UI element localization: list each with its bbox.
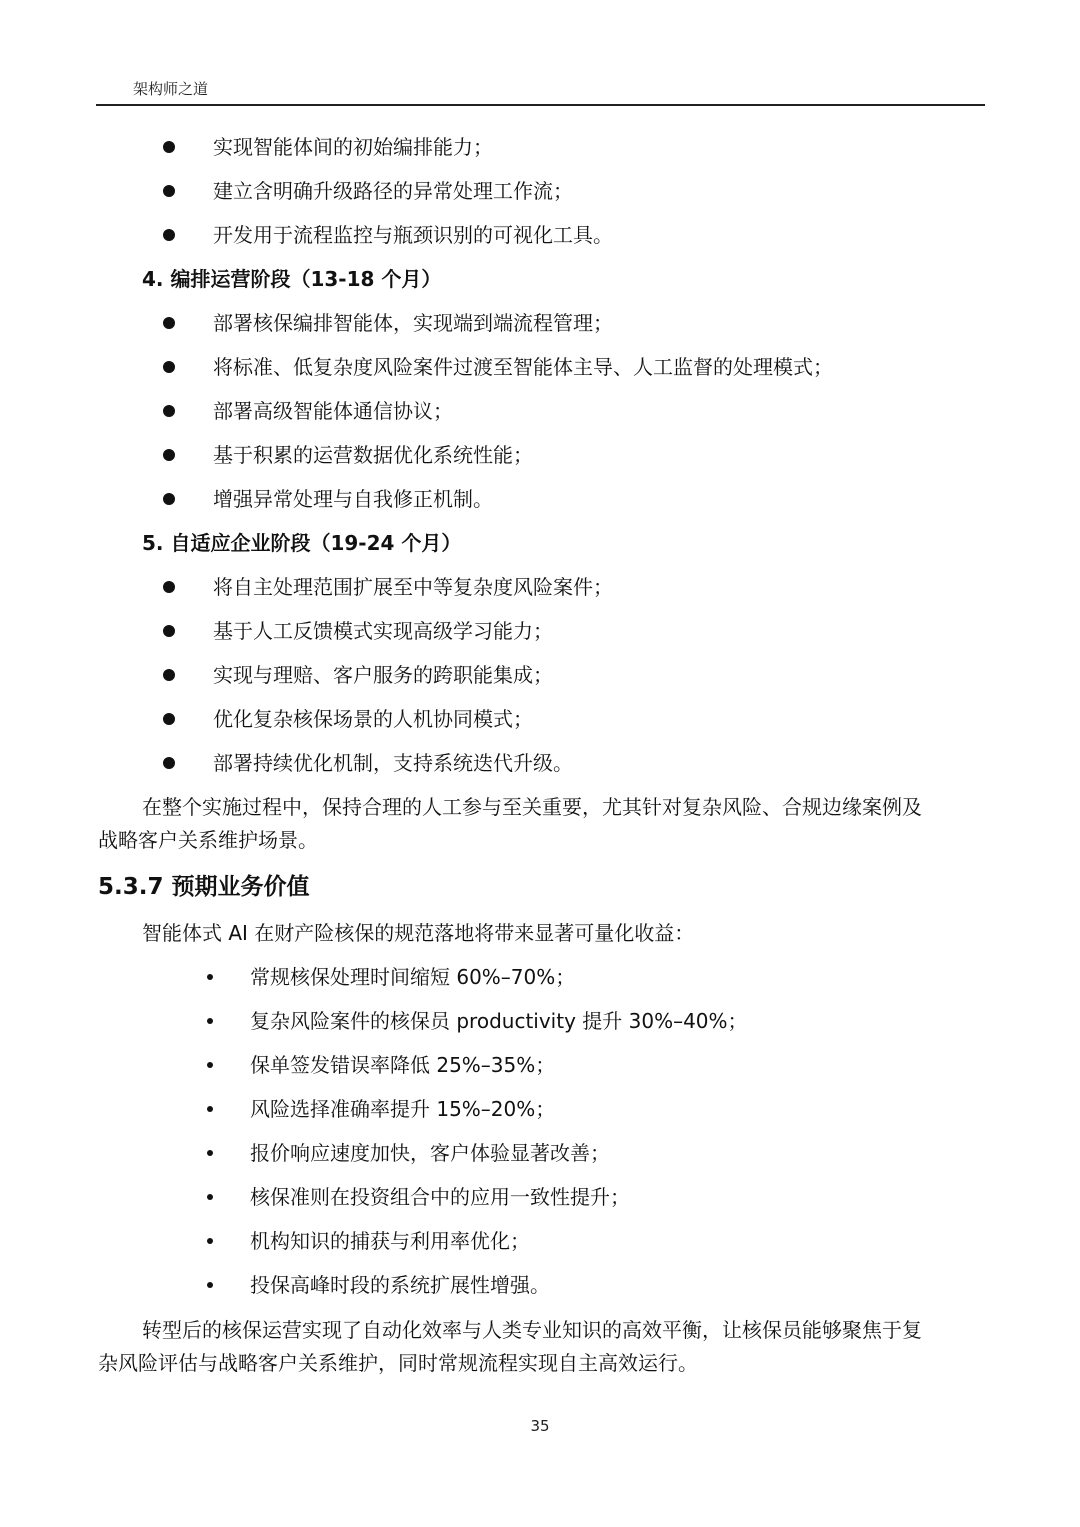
- bullet-icon: [163, 493, 175, 505]
- bullet-icon: [207, 1106, 213, 1112]
- list-item: 将标准、低复杂度风险案件过渡至智能体主导、人工监督的处理模式；: [213, 355, 833, 379]
- list-item: 将自主处理范围扩展至中等复杂度风险案件；: [213, 575, 613, 599]
- list-item: 建立含明确升级路径的异常处理工作流；: [213, 179, 573, 203]
- list-item: 优化复杂核保场景的人机协同模式；: [213, 707, 533, 731]
- bullet-icon: [207, 1282, 213, 1288]
- list-item: 实现与理赔、客户服务的跨职能集成；: [213, 663, 553, 687]
- list-item: 机构知识的捕获与利用率优化；: [250, 1229, 530, 1253]
- bullet-icon: [207, 1238, 213, 1244]
- bullet-icon: [163, 405, 175, 417]
- list-item: 常规核保处理时间缩短 60%–70%；: [250, 965, 576, 989]
- list-item: 基于人工反馈模式实现高级学习能力；: [213, 619, 553, 643]
- summary-line-2: 战略客户关系维护场景。: [98, 828, 318, 852]
- bullet-icon: [207, 1062, 213, 1068]
- bullet-icon: [207, 1150, 213, 1156]
- bullet-icon: [163, 581, 175, 593]
- list-item: 开发用于流程监控与瓶颈识别的可视化工具。: [213, 223, 613, 247]
- conclusion-line-2: 杂风险评估与战略客户关系维护，同时常规流程实现自主高效运行。: [98, 1351, 698, 1375]
- list-item: 风险选择准确率提升 15%–20%；: [250, 1097, 556, 1121]
- list-item: 复杂风险案件的核保员 productivity 提升 30%–40%；: [250, 1009, 748, 1033]
- bullet-icon: [163, 361, 175, 373]
- list-item: 投保高峰时段的系统扩展性增强。: [250, 1273, 550, 1297]
- bullet-icon: [207, 1194, 213, 1200]
- page-header: [96, 78, 985, 106]
- section-intro: 智能体式 AI 在财产险核保的规范落地将带来显著可量化收益：: [142, 921, 695, 945]
- list-item: 保单签发错误率降低 25%–35%；: [250, 1053, 556, 1077]
- list-item: 实现智能体间的初始编排能力；: [213, 135, 493, 159]
- bullet-icon: [163, 317, 175, 329]
- list-item: 增强异常处理与自我修正机制。: [213, 487, 493, 511]
- section-heading: 5.3.7 预期业务价值: [98, 874, 310, 900]
- list-item: 基于积累的运营数据优化系统性能；: [213, 443, 533, 467]
- list-item: 核保准则在投资组合中的应用一致性提升；: [250, 1185, 630, 1209]
- list-item: 部署核保编排智能体，实现端到端流程管理；: [213, 311, 613, 335]
- page-number: 35: [530, 1417, 550, 1435]
- bullet-icon: [163, 449, 175, 461]
- bullet-icon: [207, 1018, 213, 1024]
- summary-line-1: 在整个实施过程中，保持合理的人工参与至关重要，尤其针对复杂风险、合规边缘案例及: [142, 795, 922, 819]
- phase4-heading: 4. 编排运营阶段（13-18 个月）: [142, 267, 442, 291]
- list-item: 部署持续优化机制，支持系统迭代升级。: [213, 751, 573, 775]
- list-item: 部署高级智能体通信协议；: [213, 399, 453, 423]
- bullet-icon: [163, 141, 175, 153]
- bullet-icon: [163, 229, 175, 241]
- bullet-icon: [163, 757, 175, 769]
- bullet-icon: [207, 974, 213, 980]
- bullet-icon: [163, 713, 175, 725]
- conclusion-line-1: 转型后的核保运营实现了自动化效率与人类专业知识的高效平衡，让核保员能够聚焦于复: [142, 1318, 922, 1342]
- bullet-icon: [163, 185, 175, 197]
- list-item: 报价响应速度加快，客户体验显著改善；: [250, 1141, 610, 1165]
- bullet-icon: [163, 669, 175, 681]
- bullet-icon: [163, 625, 175, 637]
- header-title: 架构师之道: [133, 80, 209, 98]
- phase5-heading: 5. 自适应企业阶段（19-24 个月）: [142, 531, 462, 555]
